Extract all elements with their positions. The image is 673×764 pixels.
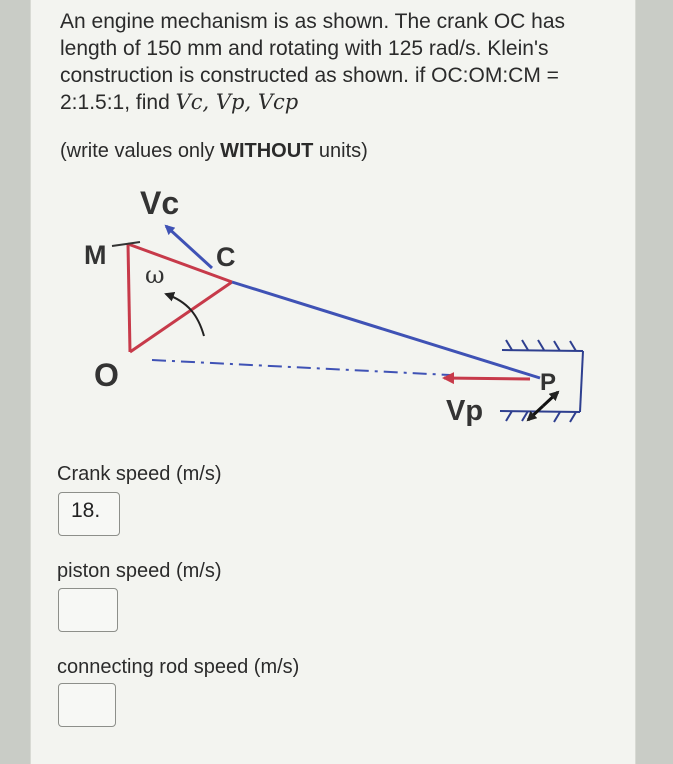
crank-speed-input[interactable]: 18. (58, 492, 120, 536)
note-suffix: units) (313, 140, 368, 162)
connecting-rod-speed-label: connecting rod speed (m/s) (57, 656, 300, 678)
question-line-3: construction is constructed as shown. if OC:OM:CM = (60, 64, 559, 87)
connecting-rod (232, 282, 540, 378)
note-bold: WITHOUT (220, 140, 314, 162)
label-vp: Vp (446, 395, 484, 427)
label-o: O (94, 357, 119, 393)
piston-speed-input[interactable] (58, 588, 118, 632)
vp-arrow (444, 378, 530, 379)
piston-speed-label: piston speed (m/s) (57, 560, 222, 582)
question-math-variables: Vc, Vp, Vcp (175, 90, 299, 114)
crank-oc (130, 282, 232, 352)
stroke-center-line (152, 360, 450, 375)
label-m: M (84, 240, 107, 270)
question-line-4-prefix: 2:1.5:1, find (60, 91, 176, 114)
label-c: C (216, 242, 236, 272)
question-line-1: An engine mechanism is as shown. The crank OC has (60, 10, 566, 33)
label-p: P (540, 369, 557, 396)
connecting-rod-speed-input[interactable] (58, 683, 116, 727)
label-omega: ω (145, 261, 165, 289)
question-line-2: length of 150 mm and rotating with 125 rad/s. Klein's (60, 37, 549, 60)
note-prefix: (write values only (60, 140, 221, 162)
crank-speed-label: Crank speed (m/s) (57, 463, 222, 485)
line-om (128, 244, 130, 352)
label-vc: Vc (140, 185, 180, 221)
piston-arrow-down (528, 406, 543, 420)
